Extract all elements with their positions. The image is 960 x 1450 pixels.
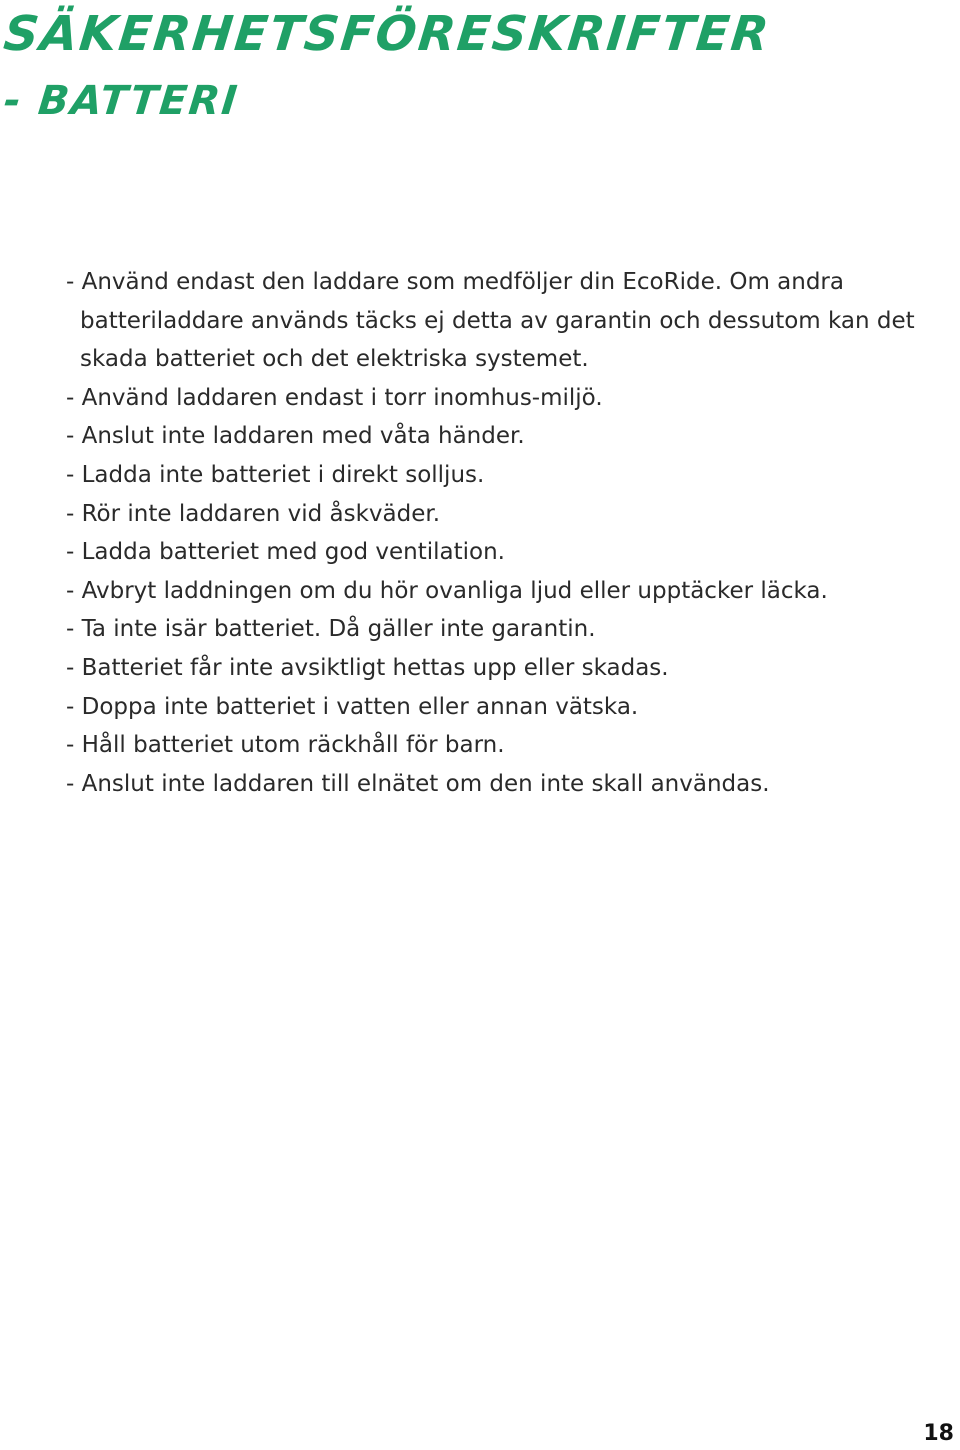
list-item: - Doppa inte batteriet i vatten eller annan vätska. xyxy=(66,693,639,720)
list-item: - Avbryt laddningen om du hör ovanliga ljud eller upptäcker läcka. xyxy=(66,577,828,604)
list-item: - Ladda batteriet med god ventilation. xyxy=(66,539,505,566)
list-item: - Rör inte laddaren vid åskväder. xyxy=(66,500,441,527)
page-number: 18 xyxy=(923,1421,954,1446)
list-item: - Anslut inte laddaren till elnätet om den inte skall användas. xyxy=(66,770,770,797)
list-item: - Ta inte isär batteriet. Då gäller inte garantin. xyxy=(66,616,596,643)
safety-instructions-list xyxy=(66,263,926,803)
list-item: - Batteriet får inte avsiktligt hettas upp eller skadas. xyxy=(66,654,669,681)
list-item: - Använd laddaren endast i torr inomhus-miljö. xyxy=(66,384,603,411)
list-item: - Håll batteriet utom räckhåll för barn. xyxy=(66,732,505,759)
list-item: - Anslut inte laddaren med våta händer. xyxy=(66,423,525,450)
page-subtitle: - BATTERI xyxy=(1,78,242,124)
list-item: - Ladda inte batteriet i direkt solljus. xyxy=(66,461,485,488)
page-title: SÄKERHETSFÖRESKRIFTER xyxy=(1,6,774,62)
list-item: - Använd endast den laddare som medföljer din EcoRide. Om andra batteriladdare används täcks ej detta av garantin och dessutom kan det skada batteriet och det elektriska systemet. xyxy=(66,269,915,373)
